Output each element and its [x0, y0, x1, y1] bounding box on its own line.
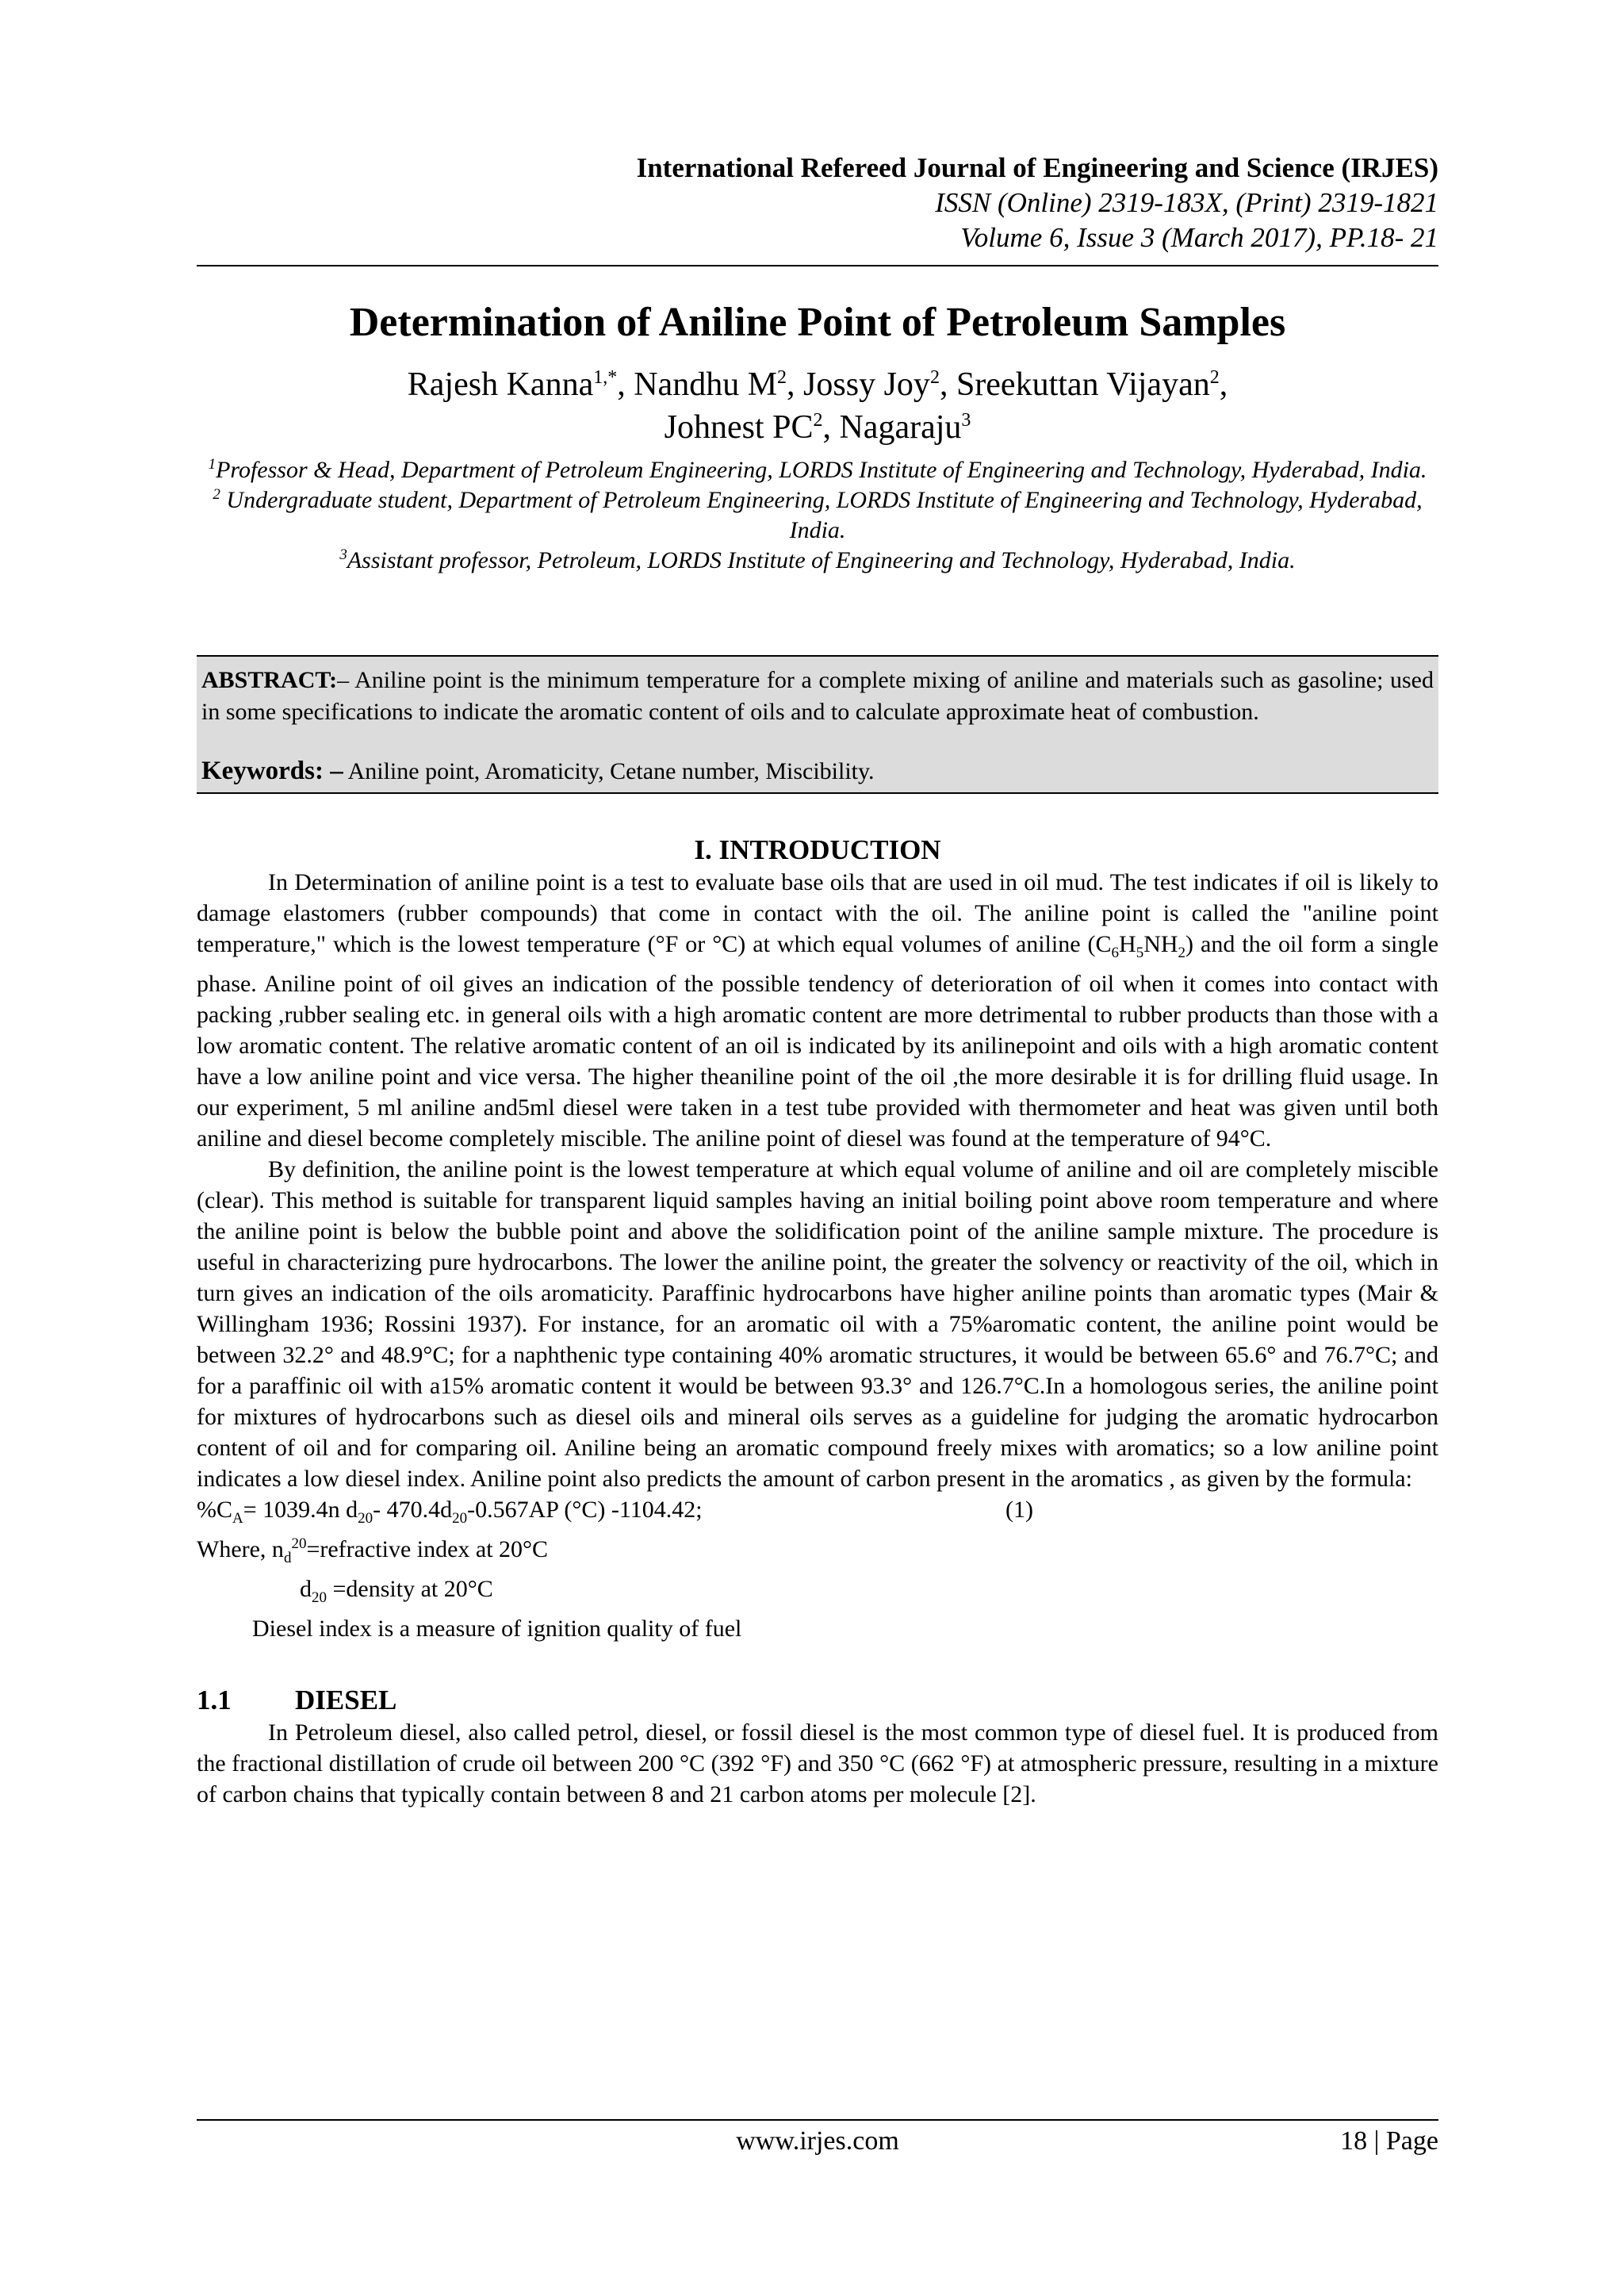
where-refractive-index — [197, 1534, 1438, 1573]
affiliation-list — [197, 455, 1438, 576]
diesel-paragraph: In Petroleum diesel, also called petrol, diesel, or fossil diesel is the most common type of diesel fuel. It is produced from the fractional distillation of crude oil between 200 °C (392 °F) and 350 °C (662 °F) at atmospheric pressure, resulting in a mixture of carbon chains that typically contain between 8 and 21 carbon atoms per molecule [2]. — [197, 1719, 1438, 1807]
footer-website: www.irjes.com — [736, 2126, 899, 2156]
affiliation-text: Undergraduate student, Department of Petroleum Engineering, LORDS Institute of Engineering and Technology, Hyderabad, India. — [220, 487, 1423, 543]
affiliation-2 — [197, 485, 1438, 546]
where-text: d — [300, 1576, 312, 1602]
subsection-heading-diesel — [197, 1684, 1438, 1717]
affiliation-3 — [197, 546, 1438, 576]
journal-title: International Refereed Journal of Engineering and Science (IRJES) — [636, 152, 1438, 183]
author-affil-mark: 1,* — [593, 367, 618, 388]
intro-paragraph-2: By definition, the aniline point is the lowest temperature at which equal volume of aniline and oil are completely miscible (clear). This method is suitable for transparent liquid samples having an initial boiling point above room temperature and where the aniline point is below the bubble point and above the solidification point of the aniline sample mixture. The procedure is useful in characterizing pure hydrocarbons. The lower the aniline point, the greater the solvency or reactivity of the oil, which in turn gives an indication of the oils aromaticity. Paraffinic hydrocarbons have higher aniline points than aromatic types (Mair & Willingham 1936; Rossini 1937). For instance, for an aromatic oil with a 75%aromatic content, the aniline point would be between 32.2° and 48.9°C; for a naphthenic type containing 40% aromatic structures, it would be between 65.6° and 76.7°C; and for a paraffinic oil with a15% aromatic content it would be between 93.3° and 126.7°C.In a homologous series, the aniline point for mixtures of hydrocarbons such as diesel oils and mineral oils serves as a guideline for judging the aromatic hydrocarbon content of oil and for comparing oil. Aniline being an aromatic compound freely mixes with aromatics; so a low aniline point indicates a low diesel index. Aniline point also predicts the amount of carbon present in the aromatics , as given by the formula: — [197, 1156, 1438, 1492]
journal-header — [197, 151, 1438, 255]
affiliation-text: Professor & Head, Department of Petroleum Engineering, LORDS Institute of Engineering and Technology, Hyderabad, India. — [216, 457, 1427, 483]
paragraph-text: H — [1119, 931, 1136, 957]
footer-page-number: 18 | Page — [1340, 2126, 1438, 2156]
affiliation-mark: 2 — [213, 486, 220, 503]
subscript: d — [283, 1550, 292, 1566]
author-affil-mark: 2 — [929, 367, 940, 388]
equation-text: = 1039.4n d — [243, 1497, 358, 1523]
subscript: 20 — [358, 1510, 373, 1527]
author-name: , Jossy Joy — [787, 366, 930, 403]
abstract — [201, 665, 1434, 728]
affiliation-mark: 3 — [339, 546, 347, 563]
paragraph-text: ) and the oil form a single phase. Aniline point of oil gives an indication of the possible tendency of deterioration of oil when it comes into contact with packing ,rubber sealing etc. in general oils with a high aromatic content are more detrimental to rubber products than those with a low aromatic content. The relative aromatic content of an oil is indicated by its anilinepoint and oils with a high aromatic content have a low aniline point and vice versa. The higher theaniline point of the oil ,the more desirable it is for drilling fluid usage. In our experiment, 5 ml aniline and5ml diesel were taken in a test tube provided with thermometer and heat was given until both aniline and diesel become completely miscible. The aniline point of diesel was found at the temperature of 94°C. — [197, 931, 1439, 1152]
equation-text: - 470.4d — [373, 1497, 453, 1523]
abstract-text: – Aniline point is the minimum temperature for a complete mixing of aniline and materials such as gasoline; used in some specifications to indicate the aromatic content of oils and to calculate approximate heat of combustion. — [201, 667, 1434, 725]
subscript: 6 — [1111, 945, 1120, 961]
equation-1 — [197, 1494, 1438, 1534]
paper-title: Determination of Aniline Point of Petroleum Samples — [349, 300, 1286, 345]
header-divider — [197, 265, 1438, 266]
where-text: =refractive index at 20°C — [306, 1536, 549, 1562]
keywords-label: Keywords: – — [201, 757, 343, 785]
footer-divider — [197, 2119, 1438, 2121]
abstract-box — [197, 655, 1438, 794]
affiliation-1 — [197, 455, 1438, 485]
author-name: , Sreekuttan Vijayan — [939, 366, 1210, 403]
author-line-2 — [197, 406, 1438, 449]
author-name: , Nagaraju — [822, 409, 962, 446]
author-name: Johnest PC — [664, 409, 814, 446]
author-affil-mark: 2 — [1209, 367, 1220, 388]
keywords-text: Aniline point, Aromaticity, Cetane number, Miscibility. — [343, 758, 875, 784]
author-affil-mark: 2 — [813, 410, 823, 431]
subscript: 20 — [312, 1589, 327, 1606]
author-name: Rajesh Kanna — [407, 366, 594, 403]
author-line-1 — [197, 363, 1438, 406]
subscript: 5 — [1136, 945, 1144, 961]
superscript: 20 — [291, 1535, 307, 1552]
equation-text: -0.567AP (°C) -1104.42; — [467, 1497, 703, 1523]
journal-volume: Volume 6, Issue 3 (March 2017), PP.18- 21 — [960, 222, 1438, 253]
diesel-index-note: Diesel index is a measure of ignition quality of fuel — [252, 1616, 742, 1642]
subsection-title: DIESEL — [295, 1685, 397, 1715]
author-affil-mark: 3 — [961, 410, 971, 431]
affiliation-text: Assistant professor, Petroleum, LORDS Institute of Engineering and Technology, Hyderabad, India. — [347, 547, 1296, 573]
section-heading-introduction: I. INTRODUCTION — [694, 834, 941, 865]
paragraph-text: In Determination of aniline point is a test to evaluate base oils that are used in oil mud. The test indicates if oil is likely to damage elastomers (rubber compounds) that come in contact with the oil. The aniline point is called the "aniline point temperature," which is the lowest temperature (°F or °C) at which equal volumes of aniline (C — [197, 869, 1438, 957]
paper-page — [197, 151, 1438, 1810]
where-text: Where, n — [197, 1536, 284, 1562]
subsection-number: 1.1 — [197, 1685, 232, 1715]
journal-issn: ISSN (Online) 2319-183X, (Print) 2319-1821 — [935, 187, 1438, 218]
subscript: 2 — [1178, 945, 1186, 961]
subscript: A — [232, 1510, 243, 1527]
subscript: 20 — [452, 1510, 468, 1527]
author-separator: , — [1219, 366, 1228, 403]
intro-paragraph-1 — [197, 867, 1438, 1154]
abstract-label: ABSTRACT: — [201, 667, 338, 693]
where-density — [197, 1573, 1438, 1613]
equation-number: (1) — [1005, 1497, 1033, 1523]
where-text: =density at 20°C — [327, 1576, 493, 1602]
keywords — [201, 755, 1434, 788]
affiliation-mark: 1 — [208, 456, 216, 473]
author-name: , Nandhu M — [617, 366, 778, 403]
paragraph-text: NH — [1143, 931, 1178, 957]
author-affil-mark: 2 — [777, 367, 787, 388]
equation-text: %C — [197, 1497, 232, 1523]
author-list — [197, 363, 1438, 449]
